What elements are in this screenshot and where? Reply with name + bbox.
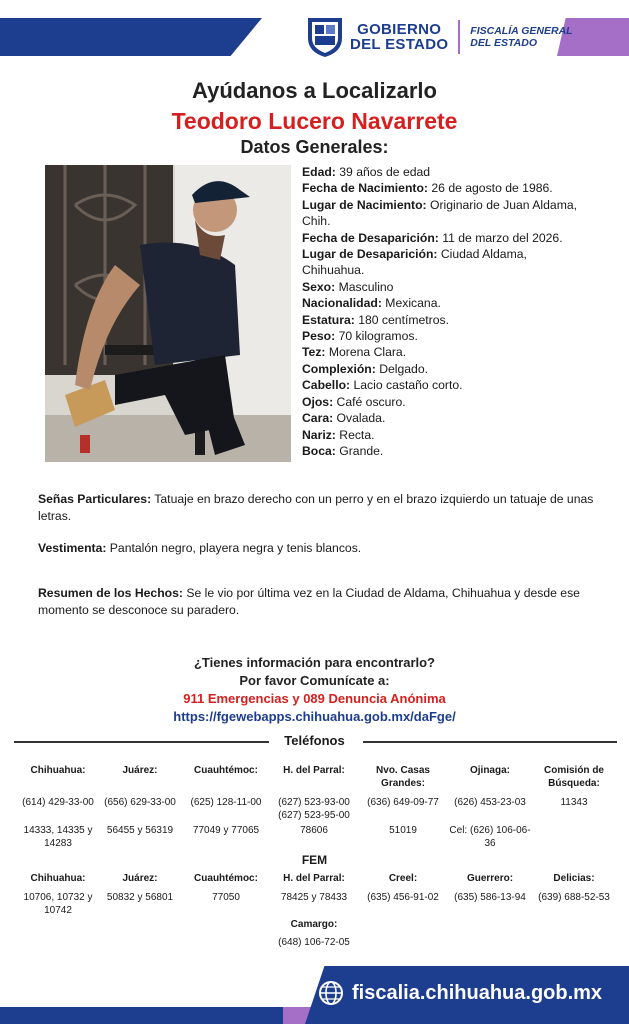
detail-tez: Tez: Morena Clara.: [302, 345, 407, 360]
city-label: Ojinaga:: [469, 765, 510, 776]
city-label: Cuauhtémoc:: [194, 873, 258, 884]
city-label: Juárez:: [122, 765, 158, 776]
general-data-list: [302, 164, 582, 459]
city-label: Delicias:: [553, 873, 595, 884]
extension: 51019: [389, 825, 417, 836]
city-label: Comisión de Búsqueda:: [543, 765, 604, 789]
phone-number: 50832 y 56801: [106, 892, 174, 903]
detail-cabello: Cabello: Lacio castaño corto.: [302, 378, 463, 393]
contact-question: ¿Tienes información para encontrarlo?: [193, 655, 436, 670]
phone-number: 77050: [212, 892, 240, 903]
detail-peso: Peso: 70 kilogramos.: [302, 329, 418, 344]
city-label: Camargo:: [290, 919, 338, 930]
phone-number: (656) 629-33-00: [104, 797, 176, 808]
detail-lugar-desaparicion: Lugar de Desaparición: Ciudad Aldama, Chihuahua.: [302, 247, 527, 278]
header-blue-bar: [0, 18, 262, 56]
detail-edad: Edad: 39 años de edad: [302, 165, 431, 179]
detail-ojos: Ojos: Café oscuro.: [302, 394, 406, 409]
detail-fecha-desaparicion: Fecha de Desaparición: 11 de marzo del 2026.: [302, 230, 563, 245]
city-label: Chihuahua:: [30, 873, 86, 884]
footer-site-text: fiscalia.chihuahua.gob.mx: [352, 981, 603, 1004]
report-url-link[interactable]: https://fgewebapps.chihuahua.gob.mx/daFge/: [173, 709, 456, 724]
senas-particulares: Señas Particulares: Tatuaje en brazo derecho con un perro y en el brazo izquierdo un tatuaje de unas letras.: [38, 492, 594, 523]
missing-person-name: Teodoro Lucero Navarrete: [171, 108, 458, 134]
phone-number: (614) 429-33-00: [22, 797, 94, 808]
detail-complexion: Complexión: Delgado.: [302, 361, 428, 376]
phone-number: (639) 688-52-53: [538, 892, 610, 903]
phone-number: 11343: [560, 797, 588, 808]
gobierno-text: GOBIERNO DEL ESTADO: [350, 21, 449, 53]
detail-nariz: Nariz: Recta.: [302, 427, 375, 442]
detail-lugar-nacimiento: Lugar de Nacimiento: Originario de Juan Aldama, Chih.: [302, 197, 578, 229]
section-title: Datos Generales:: [240, 137, 389, 157]
city-label: Chihuahua:: [30, 765, 86, 776]
extension: 78606: [300, 825, 328, 836]
extension: 77049 y 77065: [192, 825, 260, 836]
city-label: H. del Parral:: [283, 765, 345, 776]
logo-divider: [458, 20, 460, 54]
phone-number: (626) 453-23-03: [454, 797, 526, 808]
city-label: Creel:: [388, 873, 418, 884]
phone-number: (625) 128-11-00: [190, 797, 262, 808]
city-label: Juárez:: [122, 873, 158, 884]
extension: 14333, 14335 y 14283: [23, 825, 93, 849]
government-logo: [306, 16, 573, 58]
person-photo: [45, 165, 291, 462]
phone-number: (635) 456-91-02: [367, 892, 439, 903]
detail-nacionalidad: Nacionalidad: Mexicana.: [302, 296, 441, 311]
fiscalia-text: FISCALÍA GENERAL DEL ESTADO: [470, 25, 573, 49]
state-shield-icon: [306, 16, 344, 58]
vestimenta: Vestimenta: Pantalón negro, playera negra y tenis blancos.: [38, 541, 362, 555]
extension: Cel: (626) 106-06-36: [449, 825, 531, 849]
phone-number: (635) 586-13-94: [454, 892, 526, 903]
detail-fecha-nacimiento: Fecha de Nacimiento: 26 de agosto de 1986.: [302, 181, 553, 196]
detail-sexo: Sexo: Masculino: [302, 279, 394, 294]
phone-number: 10706, 10732 y 10742: [23, 892, 93, 916]
city-label: H. del Parral:: [283, 873, 345, 884]
extension: 56455 y 56319: [106, 825, 174, 836]
city-label: Cuauhtémoc:: [194, 765, 258, 776]
fem-title: FEM: [301, 853, 328, 867]
phone-number: 78425 y 78433: [280, 892, 348, 903]
resumen-hechos: Resumen de los Hechos: Se le vio por última vez en la Ciudad de Aldama, Chihuahua y desde ese momento se desconoce su paradero.: [38, 586, 580, 617]
footer-website[interactable]: [318, 980, 602, 1006]
contact-please: Por favor Comunícate a:: [239, 673, 390, 688]
detail-estatura: Estatura: 180 centímetros.: [302, 312, 449, 327]
city-label: Nvo. Casas Grandes:: [376, 765, 430, 789]
detail-boca: Boca: Grande.: [302, 443, 384, 458]
phone-number: (636) 649-09-77: [367, 797, 439, 808]
detail-cara: Cara: Ovalada.: [302, 411, 386, 426]
telefonos-title: Teléfonos: [284, 733, 345, 748]
globe-icon: [318, 980, 344, 1006]
poster-title: Ayúdanos a Localizarlo: [192, 78, 437, 103]
phone-number: (648) 106-72-05: [278, 937, 350, 948]
city-label: Guerrero:: [466, 873, 514, 884]
phone-number: (627) 523-93-00 (627) 523-95-00: [278, 797, 350, 821]
emergency-numbers: 911 Emergencias y 089 Denuncia Anónima: [183, 691, 446, 706]
